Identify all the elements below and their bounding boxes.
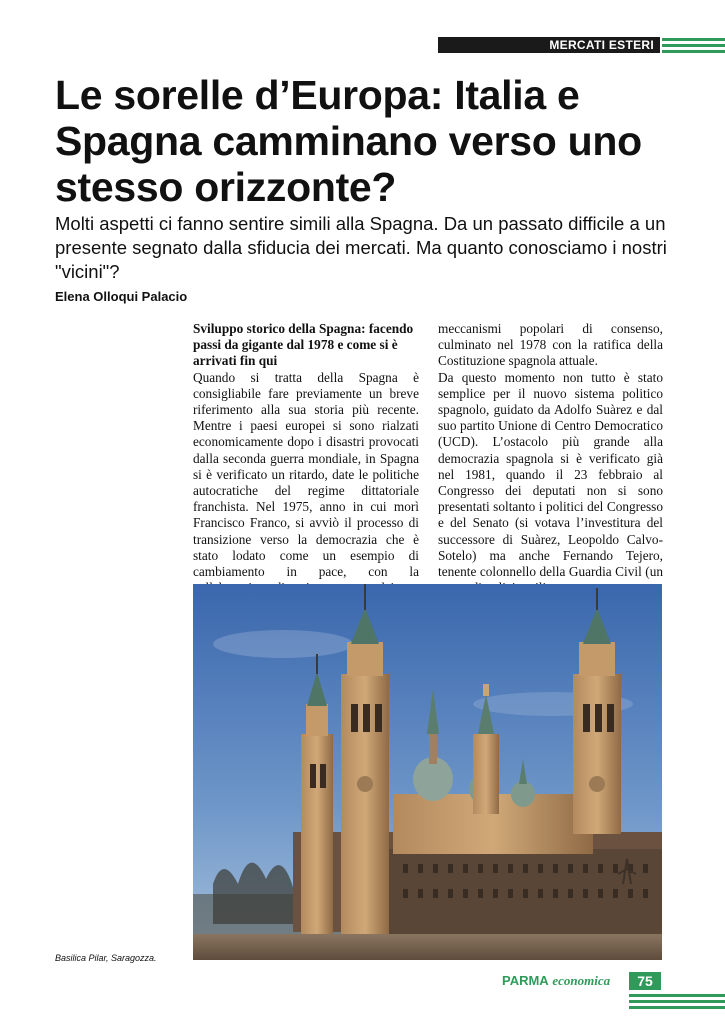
- footer-accent-stripe: [629, 1006, 725, 1009]
- article-title: Le sorelle d’Europa: Italia e Spagna camminano verso uno stesso orizzonte?: [55, 72, 642, 210]
- photo-caption: Basilica Pilar, Saragozza.: [55, 953, 157, 963]
- basilica-photo: [193, 584, 662, 960]
- footer-accent-stripe: [629, 1000, 725, 1003]
- article-paragraph: meccanismi popolari di consenso, culminato nel 1978 con la ratifica della Costituzione spagnola attuale.: [438, 321, 663, 369]
- article-column-right: [438, 321, 663, 580]
- page-number: 75: [629, 972, 661, 990]
- article-paragraph: Quando si tratta della Spagna è consigliabile fare previamente un breve riferimento alla sua storia più recente. Mentre i paesi europei si sono rialzati economicamente dopo i disastri provocati dalla seconda guerra mondiale, in Spagna si è verificato un ritardo, date le politiche autocratiche del regime dittatoriale franchista. Nel 1975, anno in cui morì Francisco Franco, si avviò il processo di transizione verso la democrazia che è stato lodato come un esempio di cambiamento in pace, con la: [193, 369, 419, 580]
- article-subheading: Sviluppo storico della Spagna: facendo passi da gigante dal 1978 e come si è arrivati fin qui: [193, 321, 414, 369]
- article-standfirst: Molti aspetti ci fanno sentire simili alla Spagna. Da un passato difficile a un presente segnato dalla sfiducia dei mercati. Ma quanto conosciamo i nostri "vicini"?: [55, 213, 667, 282]
- article-paragraph: Da questo momento non tutto è stato semplice per il nuovo sistema politico spagnolo, guidato da Adolfo Suàrez e dal suo partito Unione di Centro Democratico (UCD). L’ostacolo più grande alla democrazia spagnola si è verificato già nel 1981, quando il 23 febbraio al Congresso dei deputati non si sono presentati soltanto i politici del Congresso e del Senato (si votava l’investitura del successore di Suàrez, Leopoldo Calvo-Sotelo) ma anche Fernando Tejero, tenente colonnello della Guardia Civil (un: [438, 369, 663, 580]
- article-column-left: [193, 321, 419, 580]
- header-accent-stripe: [662, 44, 725, 47]
- section-header-bar: [438, 37, 660, 53]
- brand-name-main: PARMA: [502, 973, 549, 988]
- header-accent-stripe: [662, 50, 725, 53]
- article-author: Elena Olloqui Palacio: [55, 289, 188, 304]
- footer-accent-stripe: [629, 994, 725, 997]
- section-label: MERCATI ESTERI: [549, 38, 654, 52]
- magazine-brand: [502, 973, 610, 989]
- brand-name-sub: economica: [552, 973, 611, 988]
- header-accent-stripe: [662, 38, 725, 41]
